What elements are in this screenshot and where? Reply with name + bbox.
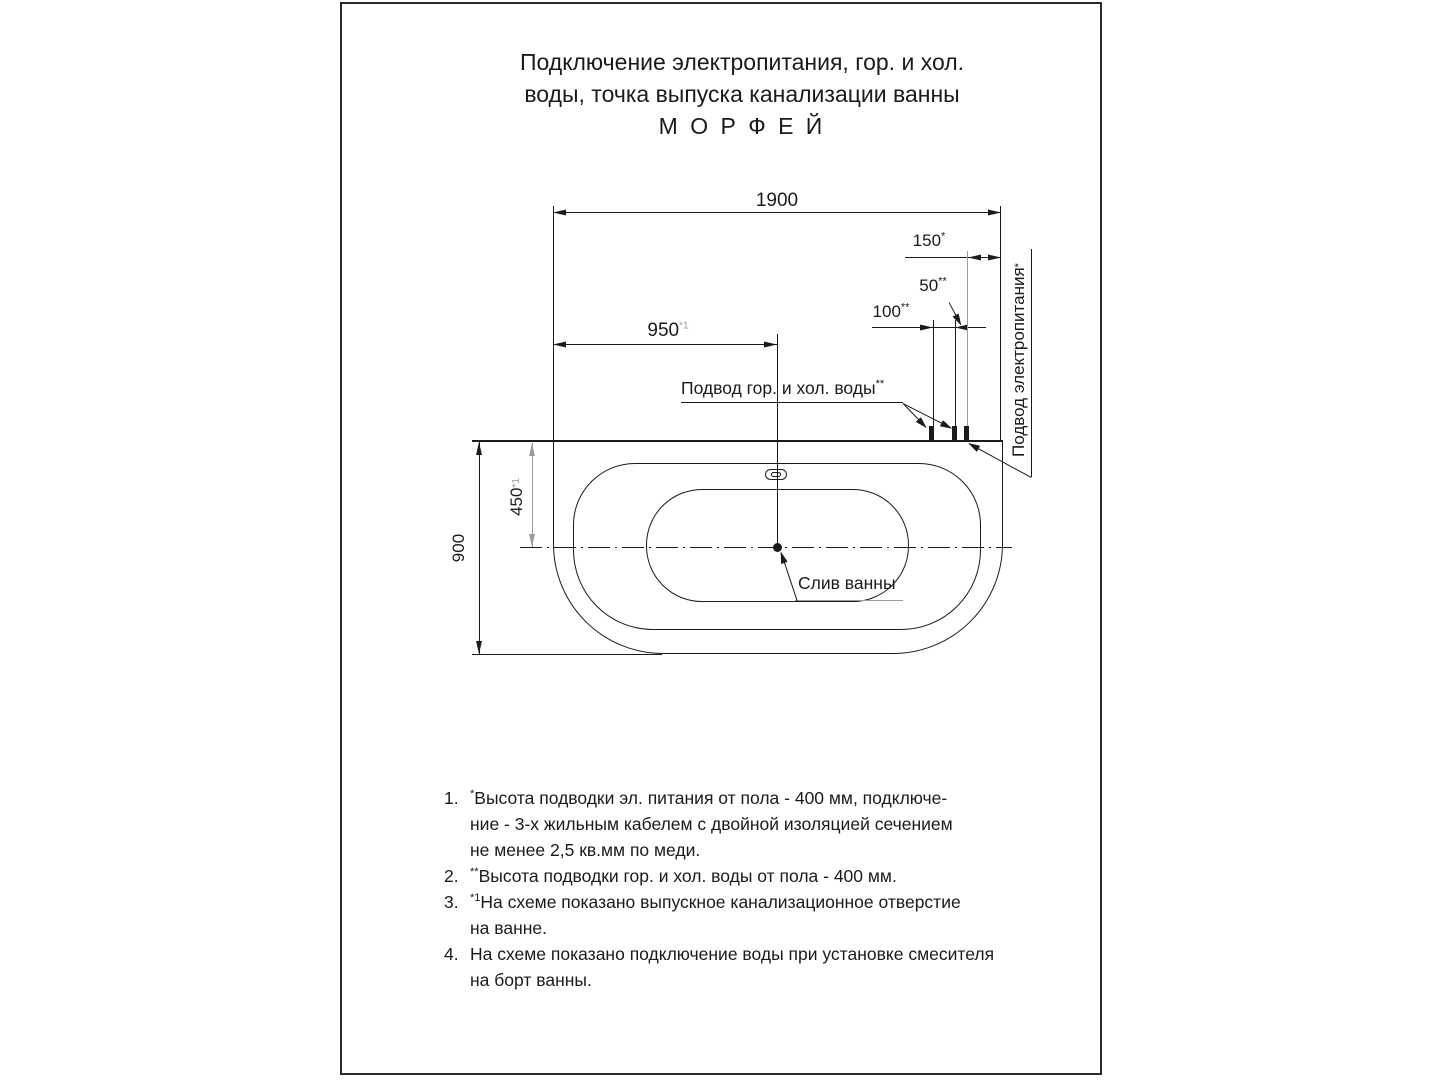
electric-line <box>967 251 968 428</box>
electric-supply-underline <box>1031 249 1032 477</box>
water-line-1 <box>933 320 934 428</box>
note-4: 4. На схеме показано подключение воды при установке смесителя на борт ванны. <box>444 941 1024 993</box>
note-line: *Высота подводки эл. питания от пола - 400 мм, подключе- <box>470 788 948 808</box>
dim-50-label: 50** <box>919 275 947 295</box>
drain-point <box>773 543 782 552</box>
extension-line-left <box>553 206 554 440</box>
dim-950-label: 950$^{*1}$ <box>647 320 689 341</box>
title-line-1: Подключение электропитания, гор. и хол. <box>519 49 965 75</box>
note-line: ние - 3-х жильным кабелем с двойной изоляцией сечением <box>470 814 953 834</box>
dim-line-950 <box>553 344 777 345</box>
title-line-2: воды, точка выпуска канализации ванны <box>524 81 960 107</box>
dim-line-150 <box>905 257 1001 258</box>
electric-supply-label: Подвод электропитания * <box>1009 263 1028 457</box>
water-supply-underline <box>681 402 903 403</box>
note-1: 1. *Высота подводки эл. питания от пола - 400 мм, подключе- ние - 3-х жильным кабелем с двойной изоляцией сечением не менее 2,5 кв.мм по меди. <box>444 785 1024 863</box>
dim-line-450 <box>532 443 533 547</box>
note-line: на борт ванны. <box>470 970 592 990</box>
water-connection-mark-2 <box>952 426 957 441</box>
water-supply-label: Подвод гор. и хол. воды** <box>681 378 885 398</box>
dim-450-label: 450 *1 <box>507 478 526 516</box>
extension-line-bottom <box>472 654 662 655</box>
drain-underline <box>795 600 903 601</box>
dim-line-900 <box>479 442 480 654</box>
dim-150-label: 150* <box>912 230 946 250</box>
water-connection-mark-1 <box>929 426 934 441</box>
note-line: на ванне. <box>470 918 548 938</box>
dim-100-label: 100** <box>872 301 910 321</box>
water-line-2 <box>955 320 956 428</box>
note-line: $^{*1}$На схеме показано выпускное канализационное отверстие <box>470 892 961 912</box>
title-model-name: М О Р Ф Е Й <box>658 113 826 139</box>
dim-900-label: 900 <box>449 533 468 563</box>
drain-label: Слив ванны <box>798 573 896 593</box>
electric-connection-mark <box>964 426 969 441</box>
overflow-fitting-inner <box>771 472 781 477</box>
notes-block <box>444 785 1024 993</box>
note-line: **Высота подводки гор. и хол. воды от пола - 400 мм. <box>470 866 897 886</box>
note-3: 3. $^{*1}$На схеме показано выпускное канализационное отверстие на ванне. <box>444 889 1024 941</box>
note-line: не менее 2,5 кв.мм по меди. <box>470 840 701 860</box>
extension-line-right <box>1000 206 1001 440</box>
note-line: На схеме показано подключение воды при установке смесителя <box>470 944 995 964</box>
dim-1900-label: 1900 <box>755 190 799 211</box>
dim-line-1900 <box>553 212 1001 213</box>
center-line <box>520 547 1012 548</box>
drawing-title <box>382 46 1102 142</box>
note-2: 2. **Высота подводки гор. и хол. воды от пола - 400 мм. <box>444 863 1024 889</box>
